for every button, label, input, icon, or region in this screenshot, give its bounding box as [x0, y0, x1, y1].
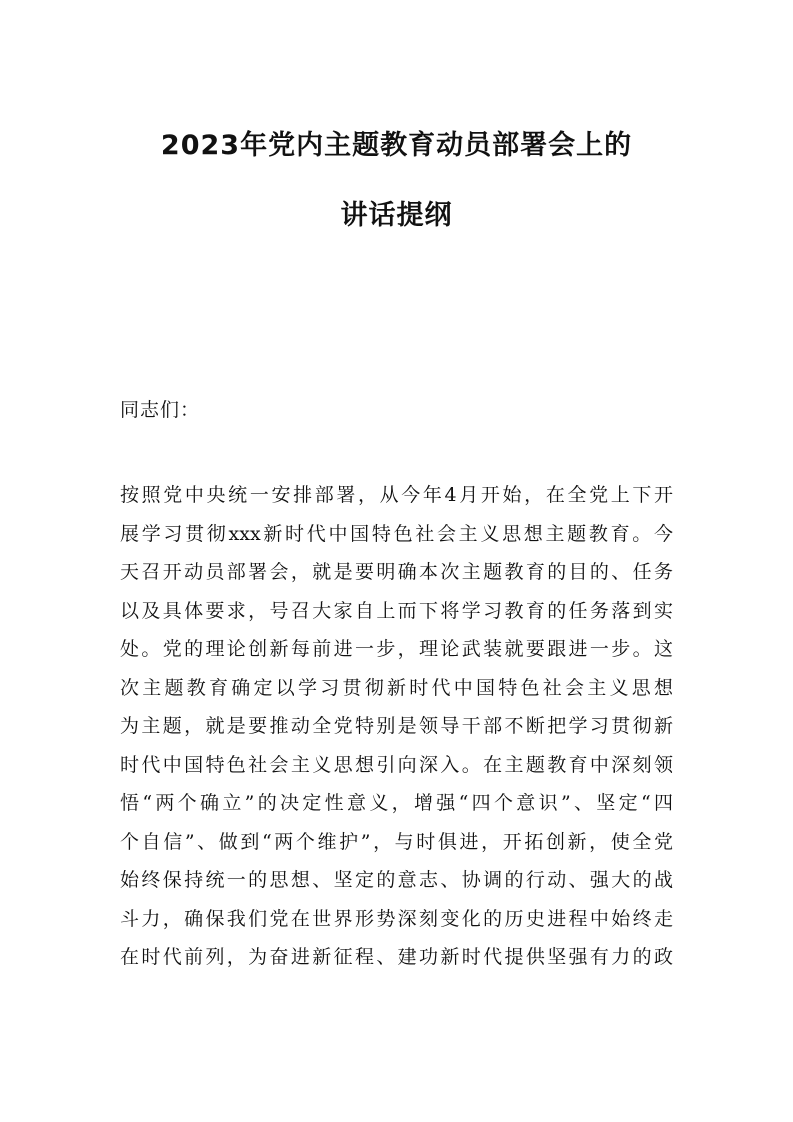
body-line: 天召开动员部署会，就是要明确本次主题教育的目的、任务 — [120, 561, 673, 583]
body-line: 始终保持统一的思想、坚定的意志、协调的行动、强大的战 — [120, 869, 673, 891]
body-line: 斗力，确保我们党在世界形势深刻变化的历史进程中始终走 — [120, 907, 673, 930]
document-title-line-1: 2023年党内主题教育动员部署会上的 — [160, 130, 633, 161]
body-paragraph — [120, 476, 673, 977]
salutation: 同志们： — [120, 399, 201, 421]
body-line: 个自信”、做到“两个维护”，与时俱进，开拓创新，使全党 — [120, 830, 673, 853]
body-line: 为主题，就是要推动全党特别是领导干部不断把学习贯彻新 — [120, 715, 673, 737]
body-line: 处。党的理论创新每前进一步，理论武装就要跟进一步。这 — [120, 638, 673, 660]
body-line: 在时代前列，为奋进新征程、建功新时代提供坚强有力的政 — [120, 946, 673, 968]
body-line: 悟“两个确立”的决定性意义，增强“四个意识”、坚定“四 — [120, 792, 673, 814]
document-title-line-2: 讲话提纲 — [340, 200, 453, 231]
body-line: 时代中国特色社会主义思想引向深入。在主题教育中深刻领 — [120, 753, 673, 776]
body-line: 以及具体要求，号召大家自上而下将学习教育的任务落到实 — [120, 599, 673, 622]
body-line: 按照党中央统一安排部署，从今年4月开始，在全党上下开 — [120, 484, 673, 506]
body-line: 次主题教育确定以学习贯彻新时代中国特色社会主义思想 — [120, 676, 673, 699]
body-line: 展学习贯彻xxx新时代中国特色社会主义思想主题教育。今 — [120, 522, 673, 545]
